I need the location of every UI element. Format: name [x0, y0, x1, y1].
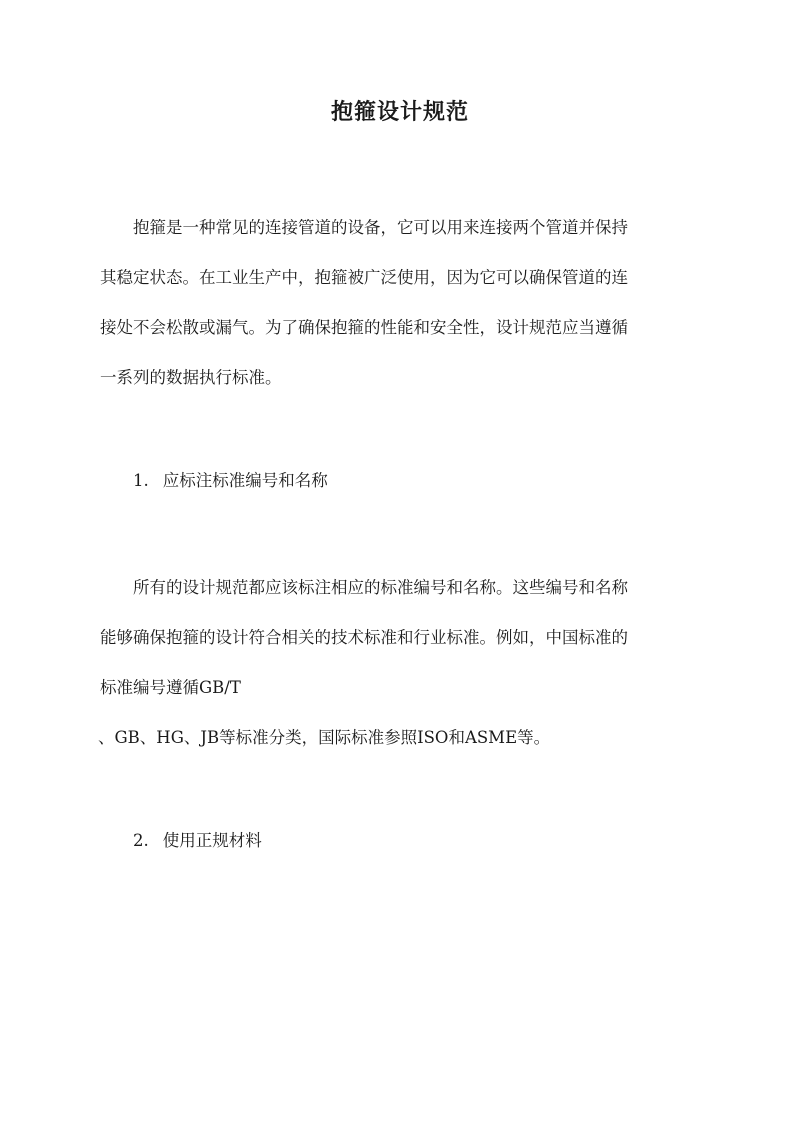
section-1-line: 、GB、HG、JB等标准分类，国际标准参照ISO和ASME等。 — [98, 728, 551, 747]
intro-line: 抱箍是一种常见的连接管道的设备，它可以用来连接两个管道并保持 — [133, 218, 628, 237]
section-1-title: 应标注标准编号和名称 — [162, 471, 328, 490]
section-2-heading — [133, 826, 262, 856]
intro-line: 一系列的数据执行标准。 — [100, 368, 282, 387]
section-1-line: 标准编号遵循GB/T — [100, 678, 241, 697]
section-1-line: 所有的设计规范都应该标注相应的标准编号和名称。这些编号和名称 — [133, 578, 628, 597]
section-1-number: 1. — [133, 471, 149, 490]
section-1-line: 能够确保抱箍的设计符合相关的技术标准和行业标准。例如，中国标准的 — [100, 628, 628, 647]
page-title: 抱箍设计规范 — [330, 99, 469, 125]
section-2-title: 使用正规材料 — [162, 831, 262, 850]
section-2-number: 2. — [133, 831, 149, 850]
intro-paragraph — [100, 203, 705, 403]
section-1-heading — [133, 466, 328, 496]
intro-line: 其稳定状态。在工业生产中，抱箍被广泛使用，因为它可以确保管道的连 — [100, 268, 628, 287]
section-1-paragraph — [100, 563, 705, 763]
intro-line: 接处不会松散或漏气。为了确保抱箍的性能和安全性，设计规范应当遵循 — [100, 318, 628, 337]
